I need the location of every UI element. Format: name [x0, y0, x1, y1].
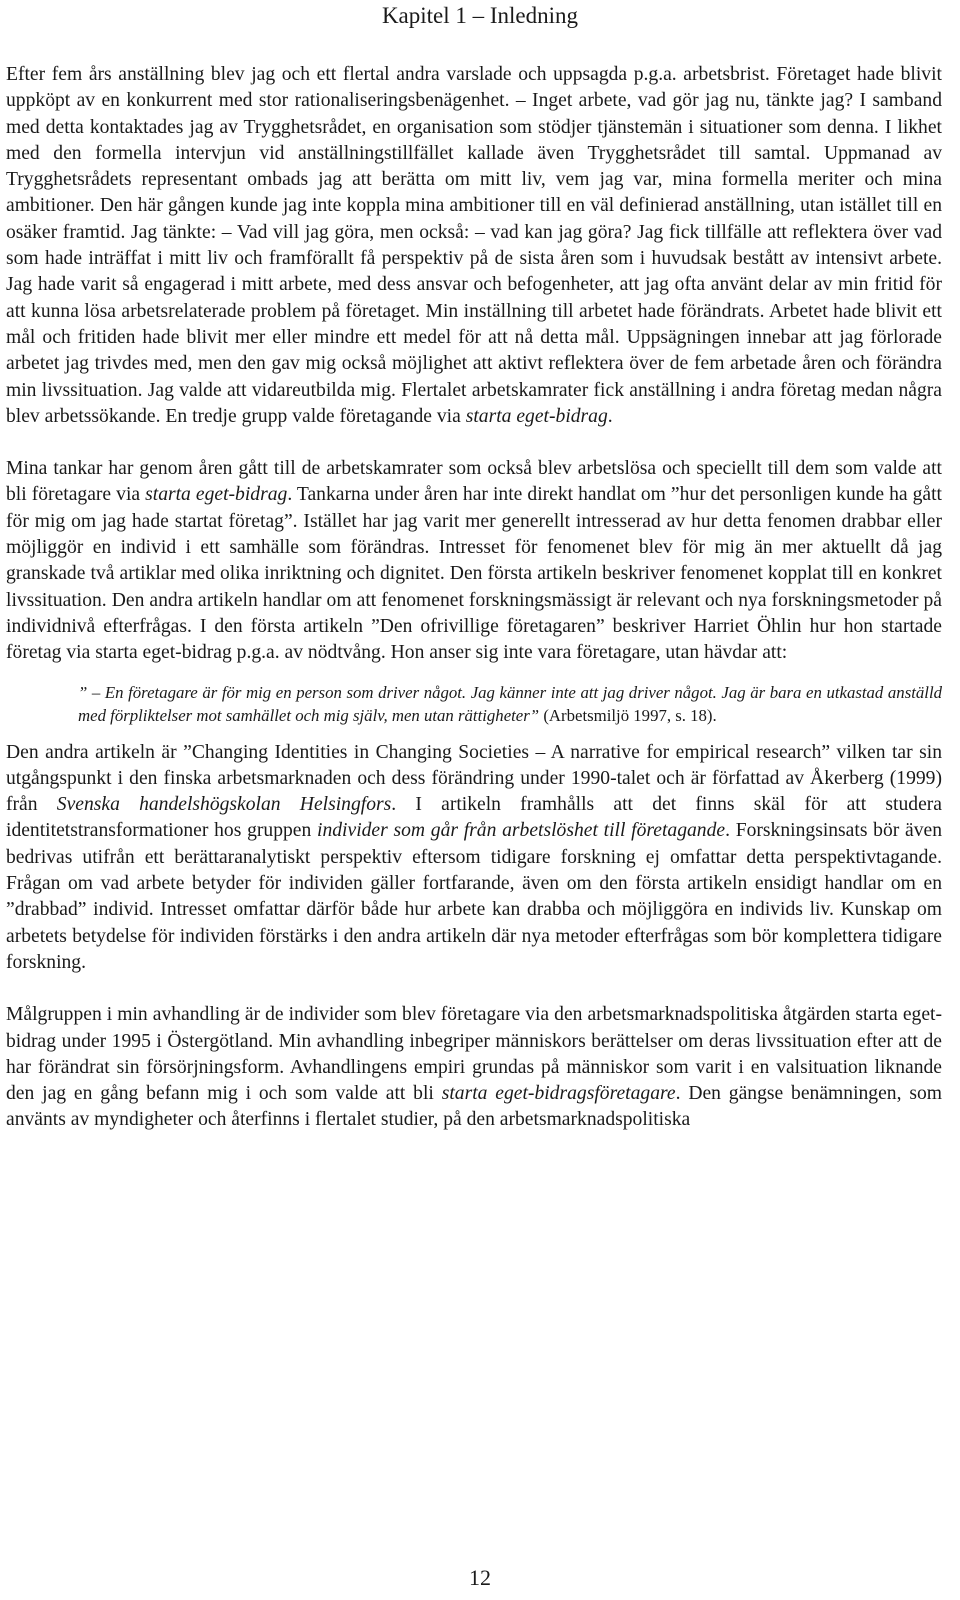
paragraph-3-text-a: Den andra artikeln är ”Changing Identities in Changing Societies – A narrative for empirical research” vilken tar sin utgångspunkt i den finska arbetsmarknaden och dess förändring under 1990-talet och är författad av Åkerberg (1999) från — [6, 741, 942, 816]
paragraph-2 — [6, 456, 942, 666]
paragraph-gap — [6, 976, 942, 1002]
paragraph-1-italic: starta eget-bidrag — [465, 405, 608, 427]
paragraph-2-text: Mina tankar har genom åren gått till de arbetskamrater som också blev arbetslösa och speciellt till dem som valde att bli företagare via — [6, 458, 942, 506]
paragraph-1-end: . — [607, 405, 613, 427]
running-header: Kapitel 1 – Inledning — [381, 3, 579, 28]
page-number: 12 — [469, 1565, 491, 1590]
paragraph-3-italic-b: individer som går från arbetslöshet till företagande — [317, 820, 726, 842]
paragraph-2-rest: . Tankarna under åren har inte direkt handlat om ”hur det personligen kunde ha gått för mig om jag hade startat företag”. Istället har jag varit mer generellt intresserad av hur detta fenomen drabbar eller möjliggör en individ i ett samhälle som förändras. Intresset för fenomenet blev för mig än mer aktuellt då jag granskade två artiklar med olika inriktning och dignitet. Den första artikeln beskriver fenomenet kopplat till en konkret livssituation. Den andra artikeln handlar om att fenomenet forskningsmässigt är relevant och nya forskningsmetoder på individnivå efterfrågas. I den första artikeln ”Den ofrivillige företagaren” beskriver Harriet Öhlin hur hon startade företag via starta eget-bidrag p.g.a. av nödtvång. Hon anser sig inte vara företagare, utan hävdar att: — [6, 484, 943, 664]
paragraph-gap — [6, 430, 942, 456]
quote-text: ” – En företagare är för mig en person som driver något. Jag känner inte att jag driver något. Jag är bara en utkastad anställd med förpliktelser mot samhället och mig själv, men utan rättigheter” — [78, 682, 942, 725]
quote-citation: (Arbetsmiljö 1997, s. 18). — [543, 705, 717, 725]
paragraph-3-text-c: . Forskningsinsats bör även bedrivas utifrån ett berättaranalytiskt perspektiv eftersom tidigare forskning ej omfattar detta perspektivtagande. Frågan om vad arbete betyder för individen gäller fortfarande, även om den första artikeln ensidigt handlar om en ”drabbad” individ. Intresset omfattar därför både hur arbete kan drabba och möjliggöra en individs liv. Kunskap om arbetets betydelse för individen förstärks i den andra artikeln där nya metoder efterfrågas som bör komplettera tidigare forskning. — [6, 820, 943, 973]
paragraph-3 — [6, 740, 942, 977]
body-text — [6, 62, 942, 1134]
paragraph-1-text: Efter fem års anställning blev jag och ett flertal andra varslade och uppsagda p.g.a. arbetsbrist. Företaget hade blivit uppköpt av en konkurrent med stor rationaliseringsbenägenhet. – Inget arbete, vad gör jag nu, tänkte jag? I samband med detta kontaktades jag av Trygghetsrådet, en organisation som stödjer tjänstemän i situationer som denna. I likhet med den formella intervjun vid anställningstillfället kallade även Trygghetsrådet till samtal. Uppmanad av Trygghetsrådets representant ombads jag att berätta om mitt liv, vem jag var, mina formella meriter och mina ambitioner. Den här gången kunde jag inte koppla mina ambitioner till en väl definierad anställning, utan istället till en osäker framtid. Jag tänkte: – Vad vill jag göra, men också: – vad kan jag göra? Jag fick tillfälle att reflektera över vad som hade inträffat i mitt liv och framförallt få perspektiv på de sista åren som i huvudsak bestått av intensivt arbete. Jag hade varit så engagerad i mitt arbete, med dess ansvar och befogenheter, att jag ofta använt delar av min fritid för att kunna lösa arbetsrelaterade problem på företaget. Min inställning till arbetet hade förändrats. Arbetet hade blivit ett mål och fritiden hade blivit mer eller mindre ett medel för att nå detta mål. Uppsägningen innebar att jag förlorade arbetet jag trivdes med, men den gav mig också möjlighet att aktivt reflektera över de fem arbetade åren och förändra min livssituation. Jag valde att vidareutbilda mig. Flertalet arbetskamrater fick anställning i andra företag medan några blev arbetssökande. En tredje grupp valde företagande via — [6, 64, 942, 427]
paragraph-4-text-a: Målgruppen i min avhandling är de individer som blev företagare via den arbetsmarknadspolitiska åtgärden starta eget-bidrag under 1995 i Östergötland. Min avhandling inbegriper människors berättelser om deras livssituation efter att de har förändrat sin försörjningsform. Avhandlingens empiri grundas på människor som varit i en valsituation liknande den jag en gång befann mig i och som valde att bli — [6, 1004, 942, 1105]
paragraph-3-italic-a: Svenska handelshögskolan Helsingfors — [56, 794, 392, 816]
paragraph-4 — [6, 1002, 942, 1133]
paragraph-4-italic: starta eget-bidragsföretagare — [441, 1083, 676, 1105]
paragraph-3-text-b: . I artikeln framhålls att det finns skäl för att studera identitetstransformationer hos gruppen — [6, 794, 942, 842]
paragraph-4-text-b: . Den gängse benämningen, som använts av myndigheter och återfinns i flertalet studier, på den arbetsmarknadspolitiska — [6, 1083, 942, 1131]
paragraph-1 — [6, 62, 942, 430]
paragraph-2-italic: starta eget-bidrag — [145, 484, 288, 506]
block-quote — [78, 681, 942, 727]
